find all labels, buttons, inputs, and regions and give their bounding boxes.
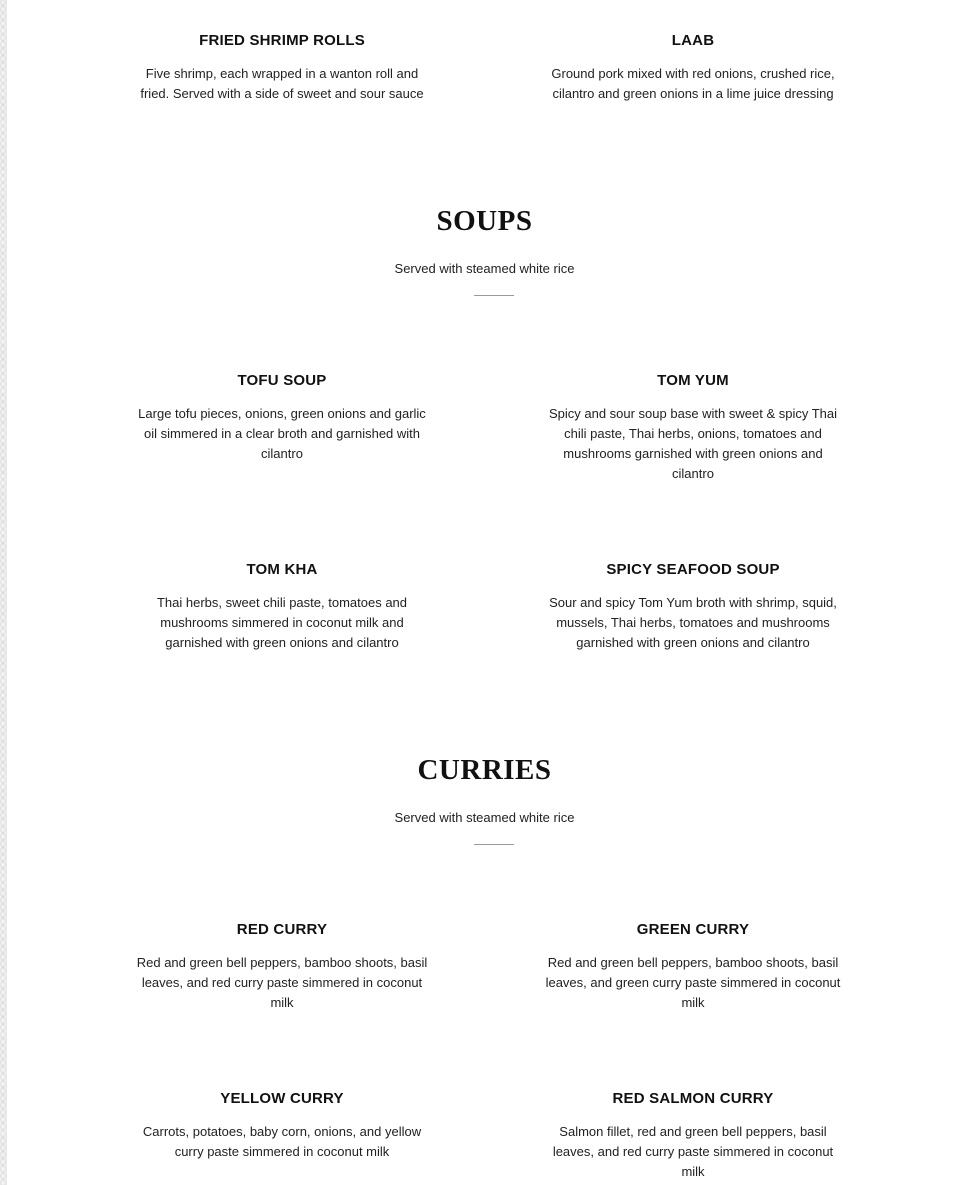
menu-item-title: TOM KHA bbox=[246, 561, 318, 578]
section-subtitle-curries: Served with steamed white rice bbox=[394, 810, 575, 825]
menu-item-title: FRIED SHRIMP ROLLS bbox=[199, 32, 365, 49]
section-divider bbox=[474, 295, 514, 296]
menu-item-title: TOM YUM bbox=[657, 372, 729, 389]
menu-item-description: Sour and spicy Tom Yum broth with shrimp, squid, mussels, Thai herbs, tomatoes and mushrooms garnished with green onions and cilantro bbox=[549, 595, 837, 650]
menu-item-title: RED CURRY bbox=[236, 921, 328, 938]
menu-item-description: Large tofu pieces, onions, green onions and garlic oil simmered in a clear broth and garnished with cilantro bbox=[138, 406, 426, 461]
menu-item-description: Red and green bell peppers, bamboo shoots, basil leaves, and red curry paste simmered in coconut milk bbox=[136, 955, 428, 1010]
menu-item-yellow-curry bbox=[137, 1089, 427, 1162]
section-title-curries: CURRIES bbox=[417, 754, 552, 786]
menu-item-title: TOFU SOUP bbox=[237, 372, 327, 389]
menu-item-title: YELLOW CURRY bbox=[220, 1090, 344, 1107]
menu-item-title: GREEN CURRY bbox=[636, 921, 750, 938]
menu-item-tom-kha bbox=[144, 560, 420, 653]
menu-item-tom-yum bbox=[542, 371, 844, 484]
menu-item-description: Red and green bell peppers, bamboo shoots, basil leaves, and green curry paste simmered in coconut milk bbox=[545, 955, 841, 1010]
menu-item-green-curry bbox=[540, 920, 846, 1013]
menu-item-red-salmon-curry bbox=[545, 1089, 841, 1182]
menu-item-title: SPICY SEAFOOD SOUP bbox=[606, 561, 780, 578]
menu-item-red-curry bbox=[132, 920, 432, 1013]
menu-item-laab bbox=[545, 31, 841, 104]
section-divider bbox=[474, 844, 514, 845]
menu-item-description: Thai herbs, sweet chili paste, tomatoes and mushrooms simmered in coconut milk and garnished with green onions and cilantro bbox=[156, 595, 408, 650]
section-subtitle-soups: Served with steamed white rice bbox=[394, 261, 575, 276]
menu-item-fried-shrimp-rolls bbox=[134, 31, 430, 104]
menu-item-title: RED SALMON CURRY bbox=[612, 1090, 774, 1107]
menu-item-spicy-seafood-soup bbox=[543, 560, 843, 653]
menu-item-description: Five shrimp, each wrapped in a wanton roll and fried. Served with a side of sweet and sour sauce bbox=[140, 66, 424, 101]
decorative-border bbox=[0, 0, 7, 1185]
menu-item-description: Ground pork mixed with red onions, crushed rice, cilantro and green onions in a lime juice dressing bbox=[551, 66, 835, 101]
menu-item-description: Spicy and sour soup base with sweet & spicy Thai chili paste, Thai herbs, onions, tomatoes and mushrooms garnished with green onions and cilantro bbox=[548, 406, 838, 481]
menu-item-description: Carrots, potatoes, baby corn, onions, and yellow curry paste simmered in coconut milk bbox=[142, 1124, 422, 1159]
menu-item-tofu-soup bbox=[134, 371, 430, 464]
menu-item-title: LAAB bbox=[671, 32, 715, 49]
section-title-soups: SOUPS bbox=[436, 205, 533, 237]
menu-item-description: Salmon fillet, red and green bell peppers, basil leaves, and red curry paste simmered in coconut milk bbox=[552, 1124, 834, 1179]
